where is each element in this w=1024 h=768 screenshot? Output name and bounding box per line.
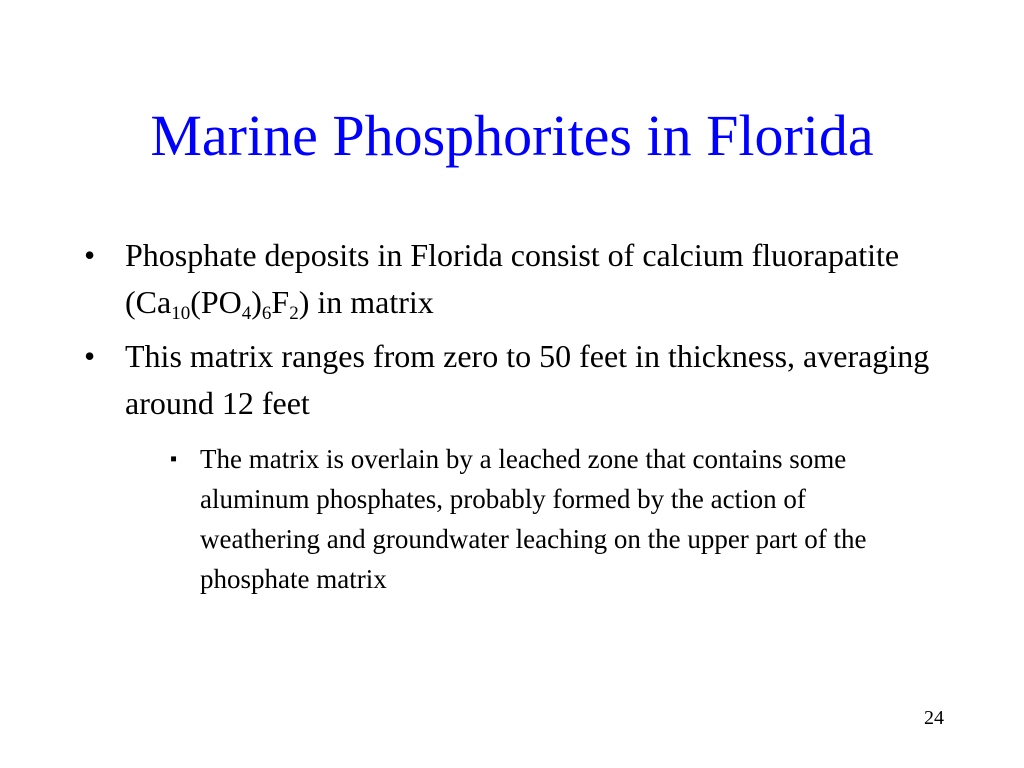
bullet-text-segment: (PO [190, 284, 242, 320]
bullet-text [125, 232, 944, 326]
bullet-marker: • [84, 338, 96, 374]
bullet-list [84, 232, 944, 599]
bullet-text-segment: F [271, 284, 290, 320]
sub-bullet-item [170, 439, 930, 599]
bullet-text-segment: ) in matrix [298, 284, 434, 320]
page-number: 24 [924, 707, 944, 729]
bullet-text-segment: Phosphate deposits in Florida consist of calcium fluorapatite (Ca [125, 237, 900, 320]
slide-title: Marine Phosphorites in Florida [150, 103, 874, 168]
subscript: 10 [171, 303, 191, 324]
bullet-text-segment: ) [251, 284, 262, 320]
bullet-marker: • [84, 237, 96, 273]
bullet-text: This matrix ranges from zero to 50 feet in thickness, averaging around 12 feet [125, 338, 930, 421]
square-bullet-icon: ▪ [170, 448, 178, 470]
sub-bullet-text: The matrix is overlain by a leached zone that contains some aluminum phosphates, probably formed by the action of weathering and groundwater leaching on the upper part of the phosphate matrix [200, 444, 867, 594]
bullet-item [84, 333, 944, 427]
subscript: 2 [289, 303, 299, 324]
subscript: 4 [241, 303, 252, 324]
bullet-item [84, 232, 944, 326]
subscript: 6 [261, 303, 272, 324]
